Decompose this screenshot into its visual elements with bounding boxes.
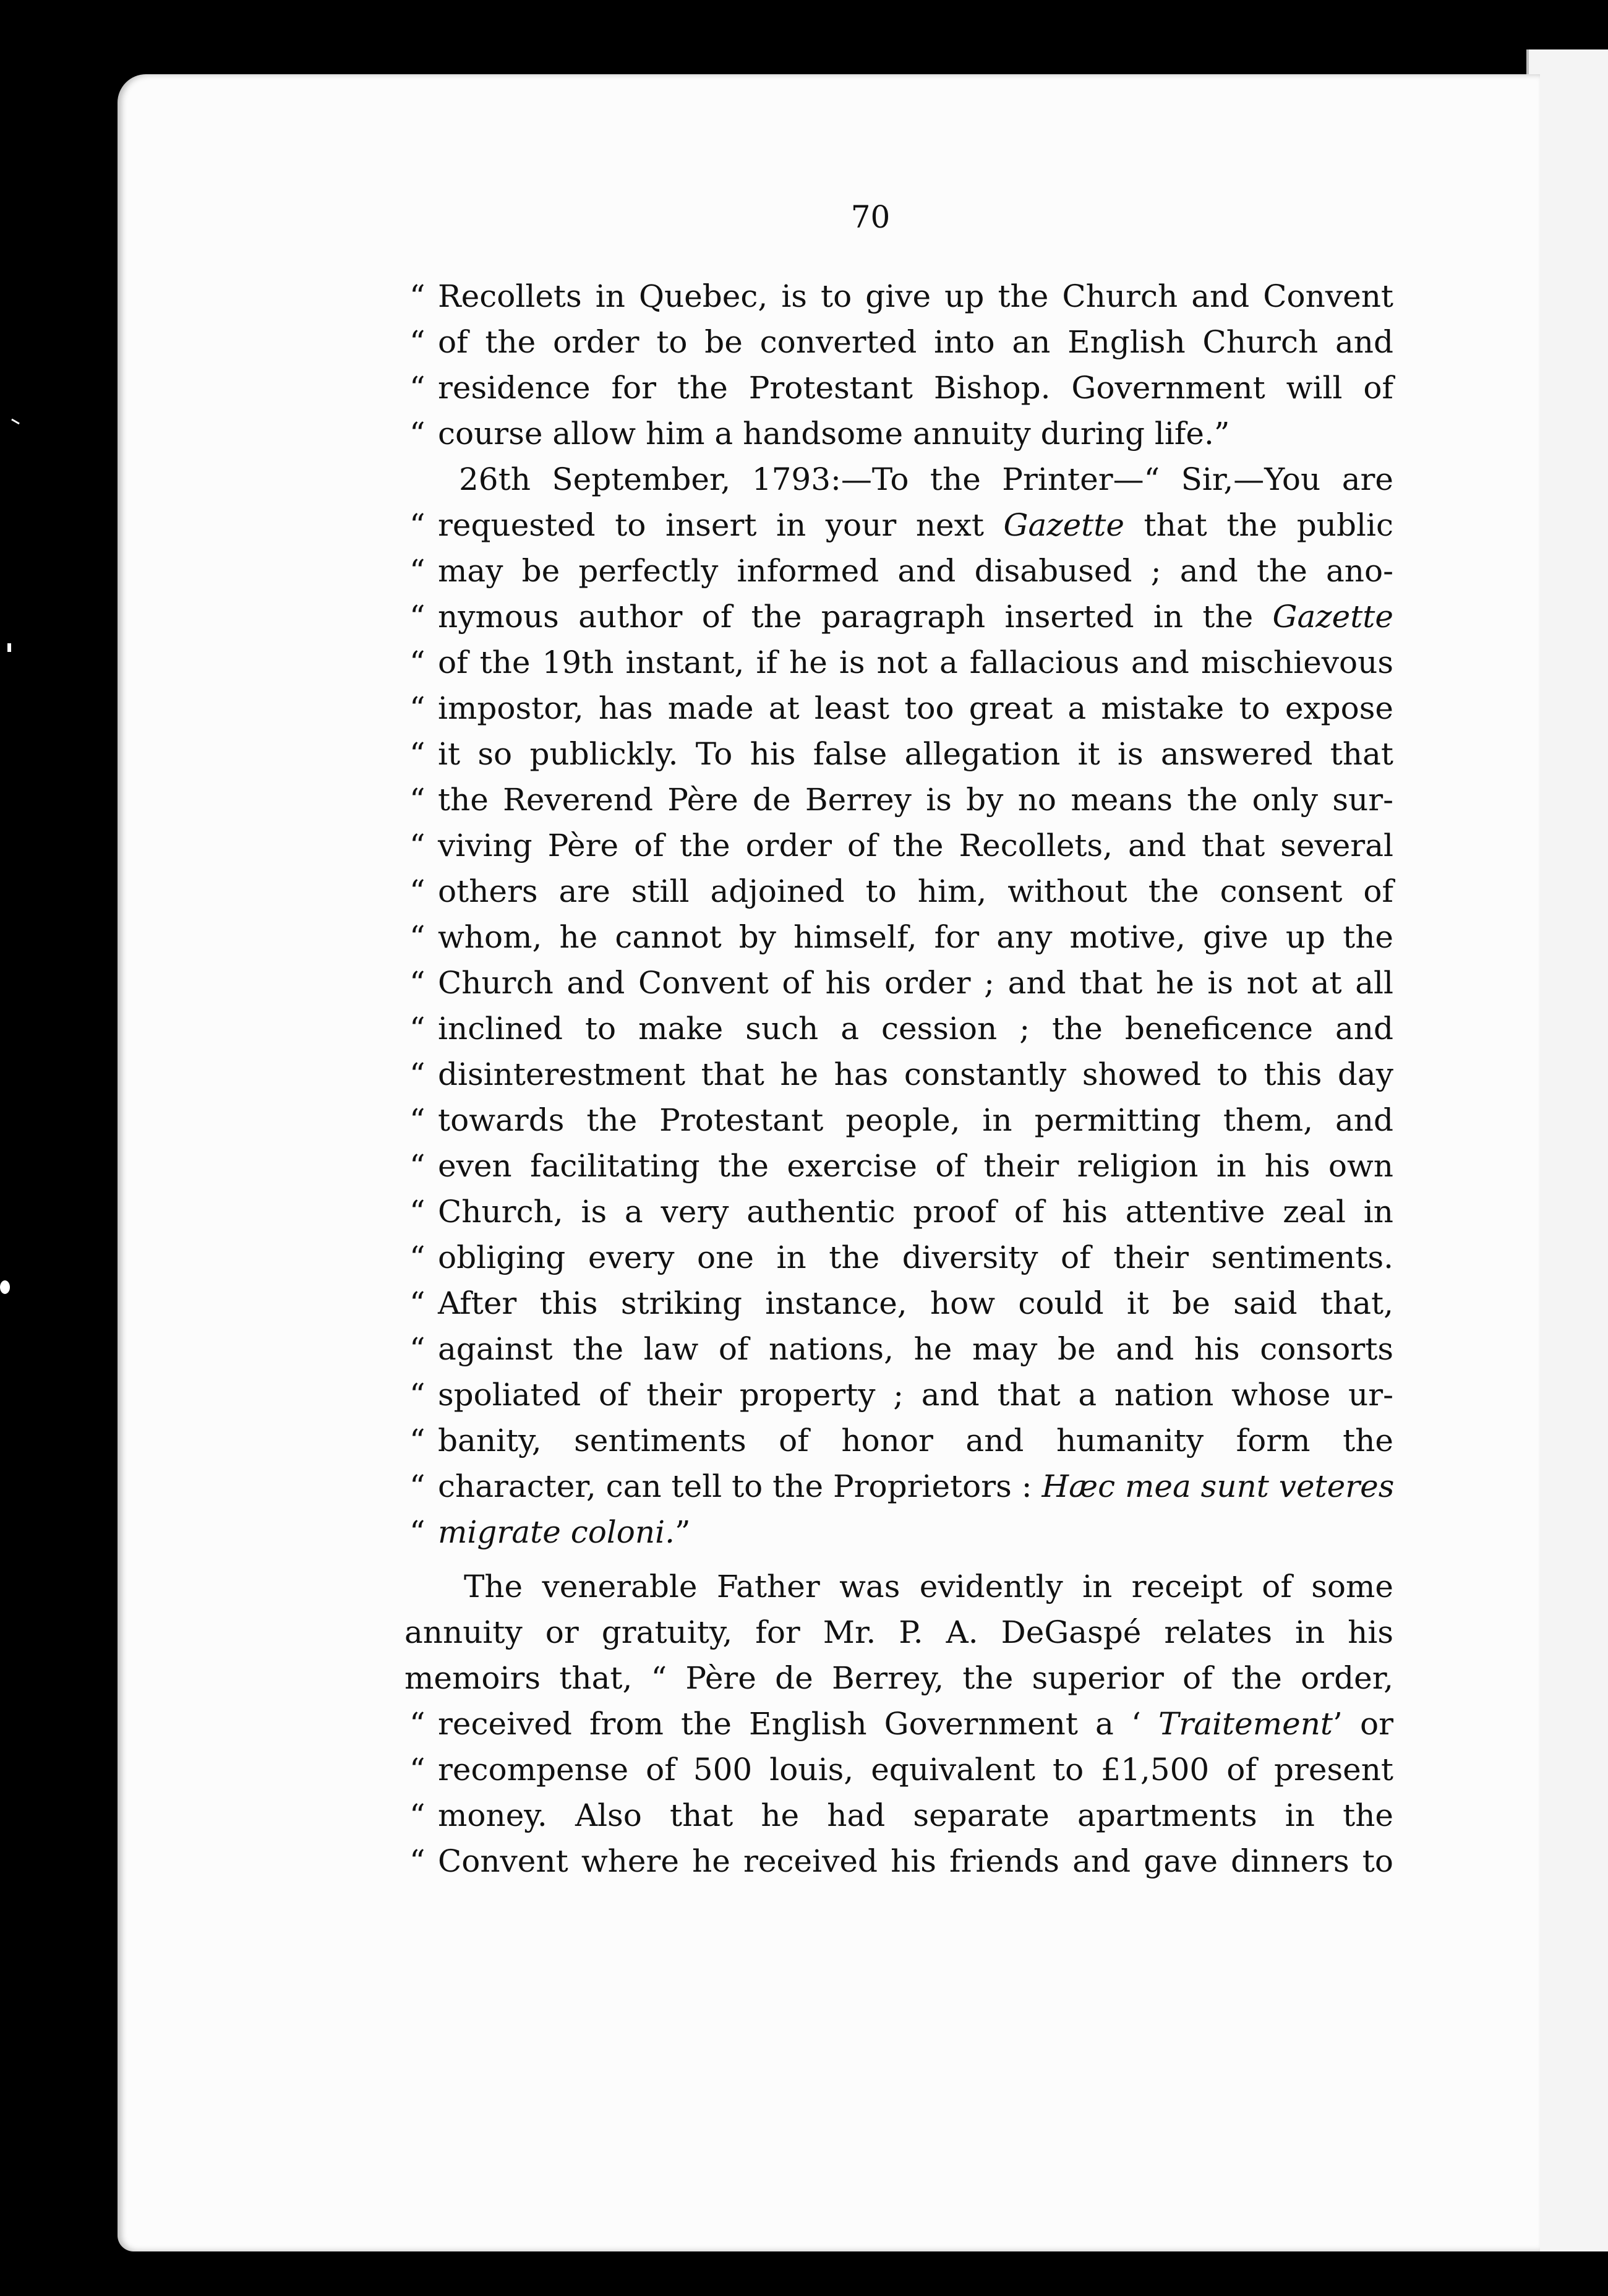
text-line: “ inclined to make such a cession ; the beneficence and [409, 1011, 1393, 1047]
paragraph-start-line: The venerable Father was evidently in receipt of some [464, 1569, 1393, 1604]
text-line: “ money. Also that he had separate apartments in the [409, 1797, 1393, 1833]
text-line: “ Convent where he received his friends and gave dinners to [409, 1843, 1393, 1879]
text-line: “ recompense of 500 louis, equivalent to £1,500 of present [409, 1752, 1393, 1788]
text-line: “ it so publickly. To his false allegation it is answered that [409, 736, 1393, 772]
text-line: “ residence for the Protestant Bishop. Government will of [409, 370, 1393, 406]
page-text [404, 273, 1395, 1884]
text-line: “ impostor, has made at least too great a mistake to expose [409, 690, 1393, 726]
text-line: “ towards the Protestant people, in permitting them, and [409, 1102, 1393, 1138]
scan-speck [11, 419, 20, 425]
text-line: “ nymous author of the paragraph inserted in the Gazette [409, 599, 1393, 635]
text-line: “ migrate coloni.” [409, 1514, 691, 1550]
text-line: “ Recollets in Quebec, is to give up the Church and Convent [409, 278, 1393, 314]
text-line: memoirs that, “ Père de Berrey, the superior of the order, [404, 1660, 1393, 1696]
text-line: “ course allow him a handsome annuity during life.” [409, 416, 1230, 452]
text-line: “ against the law of nations, he may be and his consorts [409, 1331, 1393, 1367]
text-line: “ spoliated of their property ; and that a nation whose ur- [409, 1377, 1393, 1413]
text-line: “ of the 19th instant, if he is not a fallacious and mischievous [409, 645, 1393, 680]
text-line: “ of the order to be converted into an English Church and [409, 324, 1393, 360]
page-number: 70 [850, 199, 891, 235]
paragraph-start-line: 26th September, 1793:—To the Printer—“ Sir,—You are [459, 461, 1393, 497]
text-line: “ whom, he cannot by himself, for any motive, give up the [409, 919, 1393, 955]
text-line: “ others are still adjoined to him, without the consent of [409, 873, 1393, 909]
text-line: “ Church, is a very authentic proof of his attentive zeal in [409, 1194, 1393, 1230]
text-line: “ disinterestment that he has constantly showed to this day [409, 1056, 1393, 1092]
text-line: “ After this striking instance, how could it be said that, [409, 1285, 1393, 1321]
text-line: “ Church and Convent of his order ; and that he is not at all [409, 965, 1393, 1001]
text-line: “ banity, sentiments of honor and humanity form the [409, 1423, 1393, 1459]
text-line: “ viving Père of the order of the Recollets, and that several [409, 828, 1393, 863]
text-line: “ character, can tell to the Proprietors : Hæc mea sunt veteres [409, 1468, 1395, 1504]
text-line: “ obliging every one in the diversity of their sentiments. [409, 1240, 1393, 1275]
scan-speck [7, 643, 11, 652]
text-line: “ may be perfectly informed and disabused ; and the ano- [409, 553, 1393, 589]
text-line: “ requested to insert in your next Gazette that the public [409, 507, 1393, 543]
text-line: “ received from the English Government a ‘ Traitement’ or [409, 1706, 1393, 1742]
scan-speck [0, 1280, 10, 1294]
text-line: “ even facilitating the exercise of their religion in his own [409, 1148, 1393, 1184]
text-line: annuity or gratuity, for Mr. P. A. DeGaspé relates in his [404, 1614, 1393, 1650]
text-line: “ the Reverend Père de Berrey is by no means the only sur- [409, 782, 1393, 818]
